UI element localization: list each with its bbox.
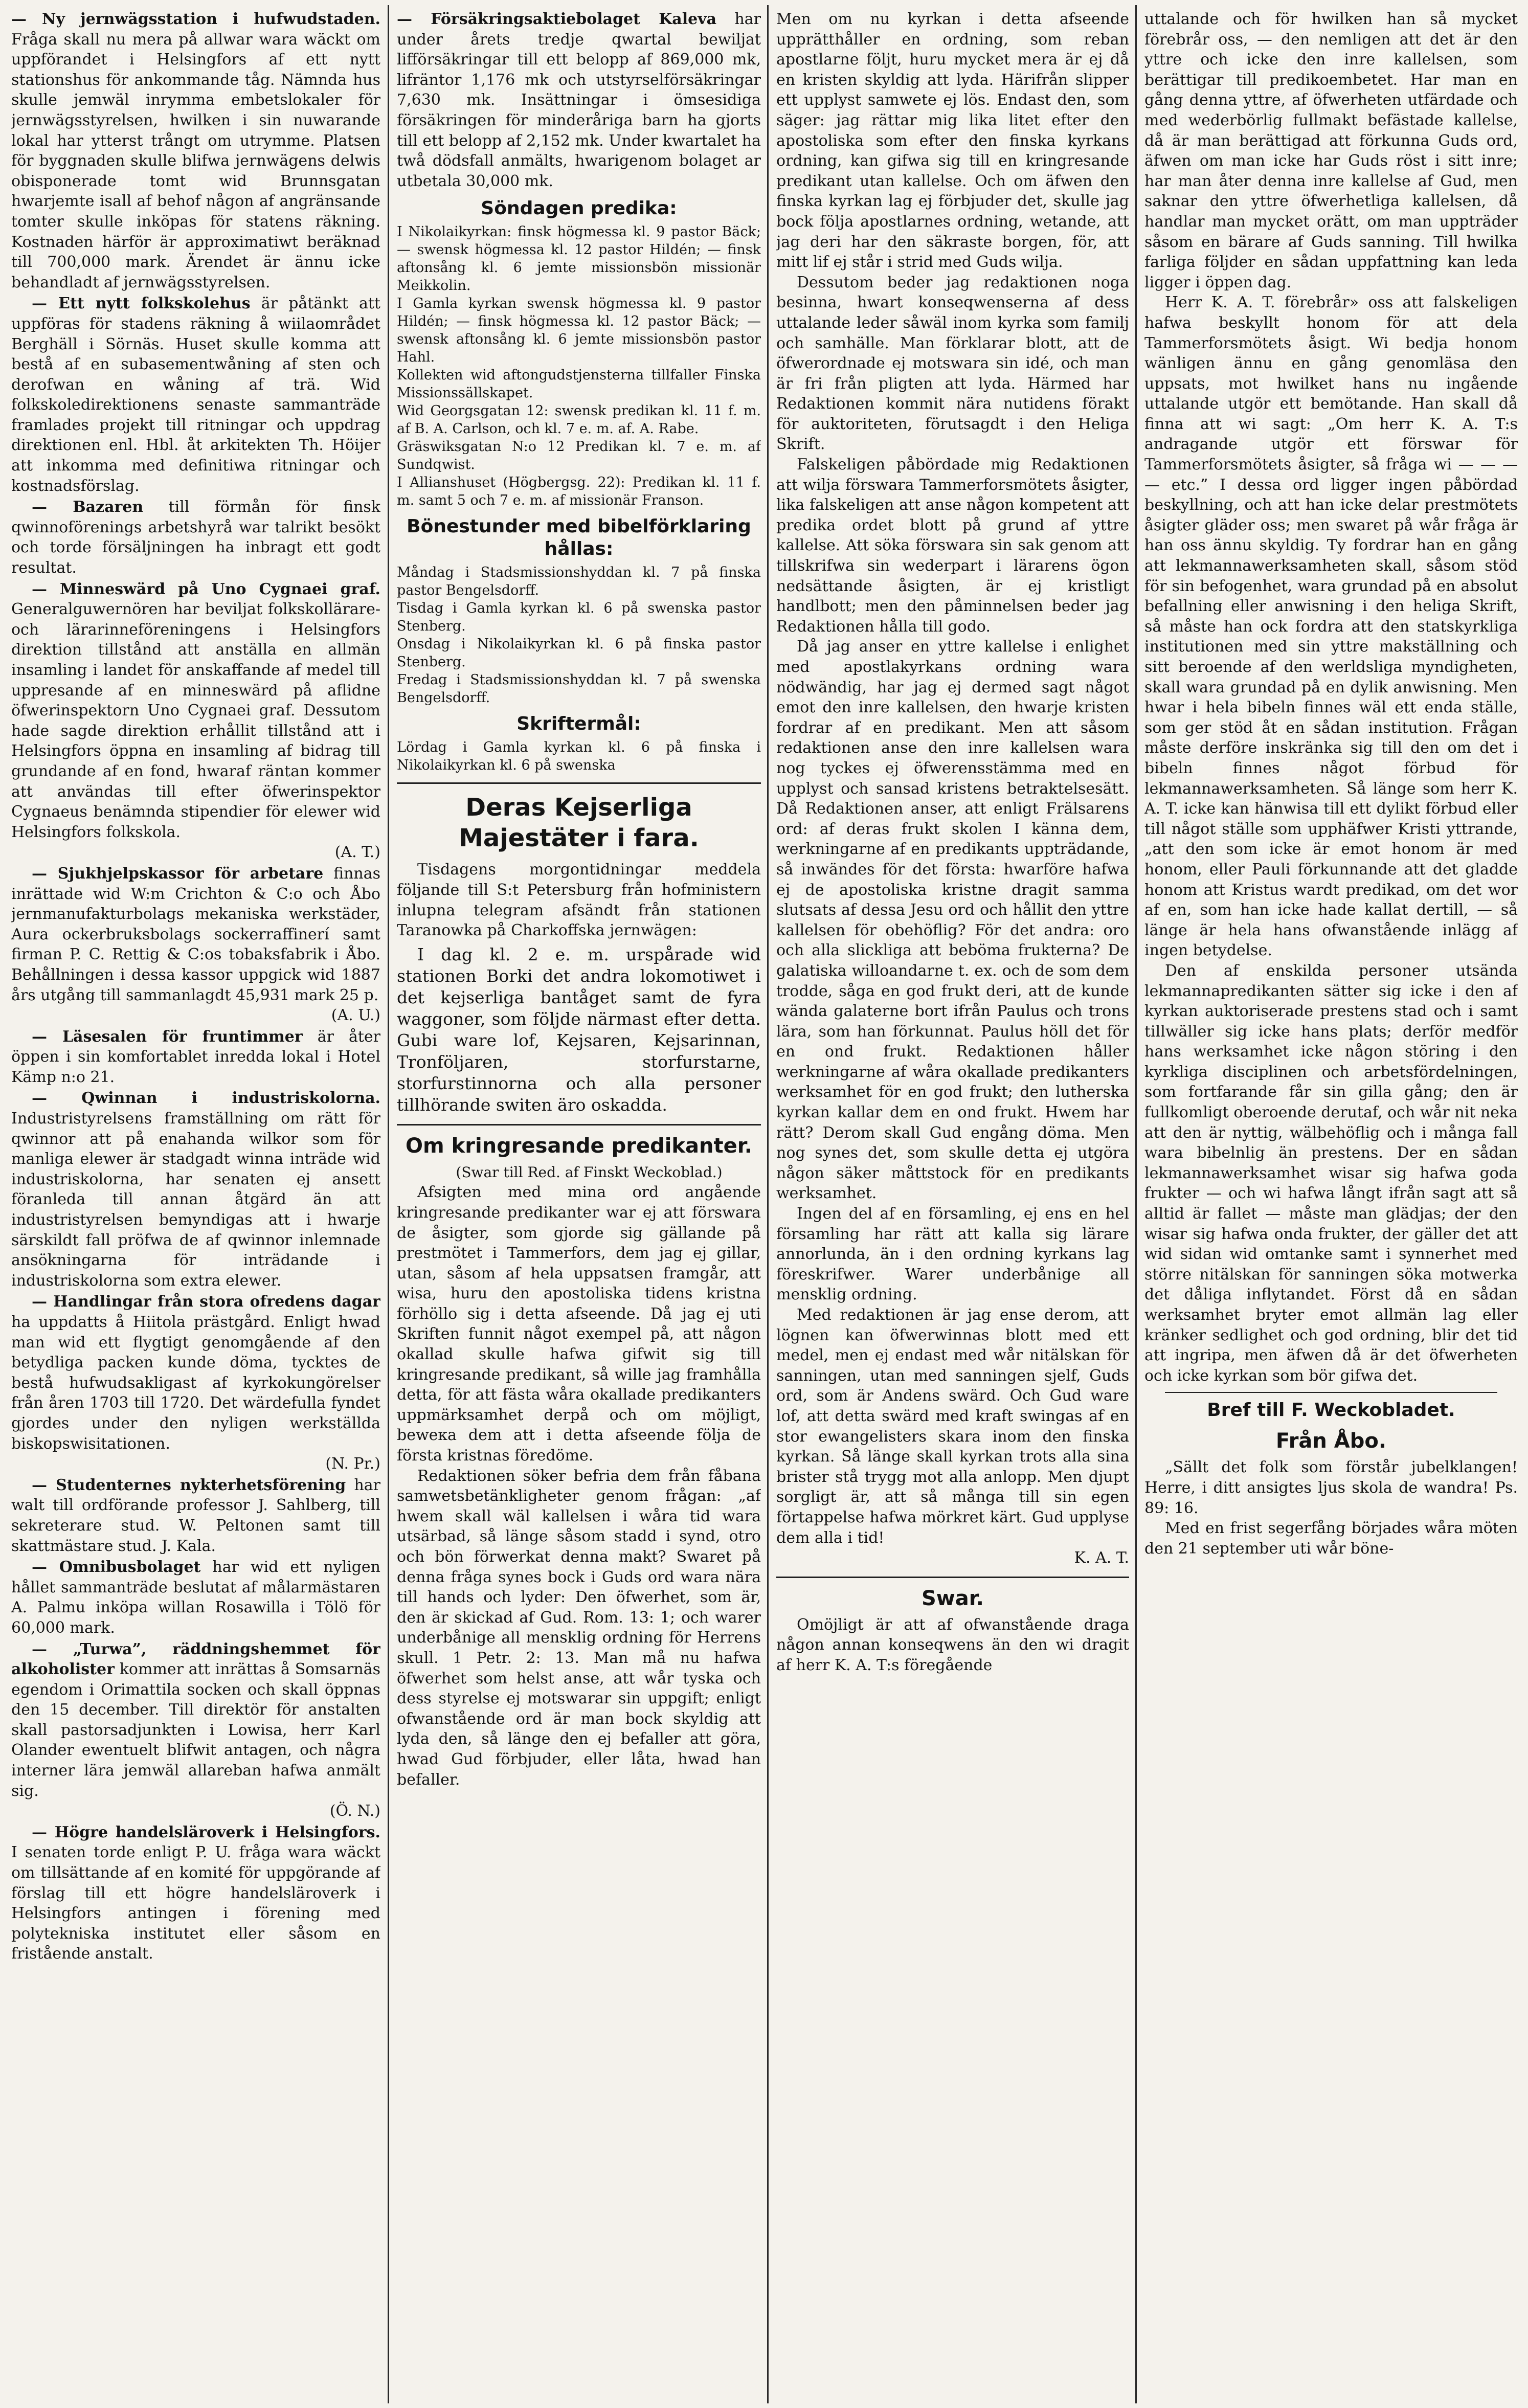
sermon-entry: Wid Georgsgatan 12: swensk predikan kl. 11 f. m. af B. A. Carlson, och kl. 7 e. m. af. A. Rabe. [397, 403, 761, 437]
news-item: — „Turwa”, räddningshemmet för alkoholister kommer att inrättas å Somsarnäs egendom i Orimattila socken och skall öppnas den 15 december. Till direktör för anstalten skall pastorsadjunkten i Lowisa, herr Karl Olander ewentuelt blifwit antagen, och några interner lära jemwäl allareban hafwa anmält sig. (Ö. N.) [11, 1640, 380, 1820]
article-paragraph: Men om nu kyrkan i detta afseende upprätthåller en ordning, som reban apostlarne följt, huru mycket mera är ej då en kristen skyldig att lyda. Härifrån slipper ett upplyst samwete ej lös. Endast den, som säger: jag rättar mig lika litet efter den apostoliska som efter den finska kyrkans ordning, kan gifwa sig till en kringresande predikant utan kallelse. Och om äfwen den finska kyrkan lag ej förbjuder det, skulle jag bock följa apostlarnes ordning, wetande, att jag deri har den säkraste borgen, för, att mitt lif ej står i strid med Guds wilja. [776, 10, 1129, 272]
article-note: (Swar till Red. af Finskt Weckoblad.) [456, 1163, 723, 1181]
column-rule [767, 5, 769, 2403]
article-paragraph: uttalande och för hwilken han så mycket förebrår oss, — den nemligen att det är den yttre och icke den inre kallelsen, som berättigar till predikoembetet. Har man en gång denna yttre, af öfwerheten utfärdade och med wederbörlig fullmakt befästade kallelse, då är man berättigad att förkunna Guds ord, äfwen om man icke har Guds röst i sitt inre; har man åter denna inre kallelse af Gud, men saknar den yttre öfwerhetliga kallelsen, då handlar man mycket orätt, om man uppträder såsom en bärare af Guds sanning. Till hwilka farliga följder en sådan uppfattning kan leda ligger i öppen dag. [1144, 10, 1518, 291]
news-item: — Minneswärd på Uno Cygnaei graf. Generalguwernören har beviljat folkskollärare- och lärarinneföreningens i Helsingfors direktion tillstånd att anställa en allmän insamling i landet för anskaffande af medel till uppresande af en minneswärd på aflidne öfwerinspektorn Uno Cygnaei graf. Dessutom hade sagde direktion erhållit tillstånd att i Helsingfors öppna en insamling af bidrag till grundande af en fond, hwaraf räntan kommer att användas till efter öfwerinspektor Cygnaeus benämnda stipendier för elewer wid Helsingfors folkskola. (A. T.) [11, 580, 380, 862]
article-paragraph: Redaktionen söker befria dem från fåbana samwetsbetänkligheter genom frågan: „af hwem skall wäl kallelsen i wåra tid wara utsärbad, så länge såsom stadd i synd, otro och bön förwerkat denna makt? Swaret på denna fråga synes bock i Guds ord wara nära till hands och lyder: Den öfwerhet, som är, den är skickad af Gud. Rom. 13: 1; och warer underbånige all mensklig ordning för Herrens skull. 1 Petr. 2: 13. Man må nu hafwa öfwerhet som helst anse, att wår tyska och dess styrelse ej motswarar sin uppgift; enligt ofwanstående ord är man bock skyldig att lyda den, så länge den ej befaller att göra, hwad Gud förbjuder, eller låta, hwad han befaller. [397, 1467, 761, 1789]
article-paragraph: Dessutom beder jag redaktionen noga besinna, hwart konseqwenserna af dess uttalande leder såwäl inom kyrka som familj och samhälle. Man förklarar blott, att de öfwerordnade ej motswara sin idé, och man är fri från pligten att lyda. Härmed har Redaktionen kommit nära nutidens förakt för auktoriteten, förutsagdt i den Heliga Skrift. [776, 273, 1129, 454]
prayer-entry: Fredag i Stadsmissionshyddan kl. 7 på swenska Bengelsdorff. [397, 672, 761, 706]
article-paragraph: „Sällt det folk som förstår jubelklangen! Herre, i ditt ansigtes ljus skola de wandra! Ps. 89: 16. [1144, 1458, 1518, 1517]
news-item: — Läsesalen för fruntimmer är åter öppen i sin komfortablet inredda lokal i Hotel Kämp n:o 21. [11, 1027, 380, 1086]
news-item: — Sjukhjelpskassor för arbetare finnas inrättade wid W:m Crichton & C:o och Åbo jernmanufakturbolags mekaniska werkstäder, Aura ockerbruksbolags sockerraffinerí samt firman P. C. Rettig & C:os tobaksfabrik i Åbo. Behållningen i dessa kassor uppgick wid 1887 års utgång till sammanlagdt 45,931 mark 25 p. (A. U.) [11, 864, 380, 1025]
prayer-entry: Onsdag i Nikolaikyrkan kl. 6 på finska pastor Stenberg. [397, 636, 761, 670]
news-item: — Omnibusbolaget har wid ett nyligen hållet sammanträde beslutat af målarmästaren A. Palmu inköpa willan Rosawilla i Tölö för 60,000 mark. [11, 1558, 380, 1637]
article-title: Om kringresande predikanter. [406, 1134, 752, 1158]
divider [397, 1124, 761, 1126]
column-4 [1144, 9, 1518, 2397]
article-paragraph: Ingen del af en församling, ej ens en hel församling har rätt att kalla sig lärare annorlunda, än i den ordning kyrkans lag föreskrifwer. Warer underbånige all mensklig ordning. [776, 1205, 1129, 1304]
article-paragraph: Herr K. A. T. förebrår» oss att falskeligen hafwa beskyllt honom för att dela Tammerforsmötets åsigt. Wi bedja honom wänligen ännu en gång genomläsa den uppsats, mot hwilket hans nu ingående uttalande utgör ett bemötande. Han skall då finna att wi sagt: „Om herr K. A. T:s andragande utgör ett förswar för Tammerforsmötets åsigter, så fråga wi — — — — etc.” I dessa ord ligger ingen påbördad beskyllning, och att han icke delar prestmötets åsigter gläder oss; men swaret på wår fråga är han oss ännu skyldig. Ty fordrar han en gång att lekmannawerksamheten skall, såsom stöd för sin befogenhet, wara grundad på en absolut befallning eller anwisning i den heliga Skrift, så måste han ock fordra att den statskyrkliga institutionen med sin yttre makställning och sitt beroende af den werldsliga myndigheten, skall wara grundad på en dylik anwisning. Men hwar i hela bibeln finnes wäl ett enda ställe, som ger stöd åt en sådan institution. Frågan måste derföre inskränka sig till den om det i bibeln finnes något förbud för lekmannawerksamheten. Så länge som herr K. A. T. icke kan hänwisa till ett dylikt förbud eller till något ställe som upphäfwer Kristi yttrande, „att den som icke är emot honom är med honom, eller Pauli förkunnande att det gladde honom att Kristus wardt predikad, om det wor af en, som han icke hade kallat dertill, — så länge är hela hans ofwanstående inlägg af ingen betydelse. [1144, 294, 1518, 960]
letter-subheading: Från Åbo. [1275, 1429, 1387, 1453]
divider [1165, 1392, 1497, 1393]
sermon-entry: I Gamla kyrkan swensk högmessa kl. 9 pastor Hildén; — finsk högmessa kl. 12 pastor Bäck; — swensk aftonsång kl. 6 jemte missionsbön pastor Hahl. [397, 296, 761, 366]
prayer-entry: Måndag i Stadsmissionshyddan kl. 7 på finska pastor Bengelsdorff. [397, 565, 761, 599]
news-item: — Handlingar från stora ofredens dagar ha uppdatts å Hiitola prästgård. Enligt hwad man wid ett flygtigt genomgående af den betydliga packen kunde döma, tycktes de bestå hufwudsakligast af kyrkokungörelser från åren 1703 till 1720. Det wärdefulla fyndet gjordes under den nyligen werkställda biskopswisitationen. (N. Pr.) [11, 1293, 380, 1473]
divider [776, 1577, 1129, 1578]
article-paragraph: Med redaktionen är jag ense derom, att lögnen kan öfwerwinnas blott med ett medel, men ej endast med wår nitälskan för sanningen, utan med sanningen sjelf, Guds ord, som är Andens swärd. Och Gud ware lof, att detta swärd med kraft swingas af en stor ewangelisters skara inom den finska kyrkan. Så länge skall kyrkan trots alla sina brister stå trygg mot alla anlopp. Men djupt sorgligt är, att så många till sin egen förtappelse hafwa mörkret kärt. Gud upplyse dem alla i tid! [776, 1306, 1129, 1547]
divider [397, 782, 761, 784]
letter-heading: Bref till F. Weckobladet. [1207, 1400, 1455, 1421]
news-item: — Försäkringsaktiebolaget Kaleva har under årets tredje qwartal bewiljat lifförsäkringar till ett belopp af 869,000 mk, lifräntor 1,176 mk och utstyrselförsäkringar 7,630 mk. Insättningar i ömsesidiga försäkringen för minderåriga barn ha gjorts till ett belopp af 2,152 mk. Under kwartalet ha twå dödsfall anmälts, hwarigenom bolaget ar utbetala 30,000 mk. [397, 10, 761, 190]
article-paragraph: Falskeligen påbördade mig Redaktionen att wilja förswara Tammerforsmötets åsigter, lika falskeligen att anse någon kompetent att predika ordet blott på grund af yttre kallelse. Att söka förswara sin sak genom att tillskrifwa sin wederpart i lärarens ögon nedsättande åsigten, är ej kristligt handlbott; men den påminnelsen beder jag Redaktionen hålla till godo. [776, 456, 1129, 636]
article-title: Deras Kejserliga Majestäter i fara. [459, 793, 699, 853]
sermon-entry: I Nikolaikyrkan: finsk högmessa kl. 9 pastor Bäck; — swensk högmessa kl. 12 pastor Hildén; — finsk aftonsång kl. 6 jemte missionsbön missionär Meikkolin. [397, 224, 761, 294]
article-paragraph: Då jag anser en yttre kallelse i enlighet med apostlakyrkans ordning wara nödwändig, har jag ej dermed sagt något emot den inre kallelsen, den hwarje kristen fordrar af en predikant. Men att såsom redaktionen anse den inre kallelsen wara nog tyckes ej öfwerensstämma med en upplyst och sansad kristens betraktelsesätt. Då Redaktionen anser, att enligt Frälsarens ord: af deras frukt skolen I känna dem, werkningarne af en predikants uppträdande, så inwändes för det första: hwarföre hafwa ej de apostoliska kristne dragit samma slutsats af dessa Jesu ord och hållit den yttre kallelsen för obehöflig? För det andra: oro och alla slickliga att beböma frukterna? De galatiska willoandarne t. ex. och de som dem trodde, såga en god frukt deri, att de kunde wända galaterne bort ifrån Paulus och trons lära, som han förkunnat. Paulus höll det för en ond frukt. Redaktionen håller werkningarne af wåra okallade predikanters werksamhet för en god frukt; den lutherska kyrkan kallar dem en ond frukt. Hwem har rätt? Derom skall Gud engång döma. Men nog synes det, som skulle detta ej utgöra någon säker måttstock för en predikants werksamhet. [776, 638, 1129, 1203]
news-item: — Studenternes nykterhetsförening har walt till ordförande professor J. Sahlberg, till sekreterare stud. W. Peltonen samt till skattmästare stud. J. Kala. [11, 1476, 380, 1555]
article-paragraph: Med en frist segerfång börjades wåra möten den 21 september uti wår böne- [1144, 1519, 1518, 1558]
news-item: — Ett nytt folkskolehus är påtänkt att uppföras för stadens räkning å wiilaområdet Berghäll i Sörnäs. Huset skulle komma att bestå af en subasementwåning af sten och derofwan en wåning af trä. Wid folkskoledirektionens senaste sammanträde framlades projekt till ritningar och uppdrag direktionen enl. Hbl. åt arkitekten Th. Höijer att inkomma med definitiwa ritningar och kostnadsförslag. [11, 295, 380, 495]
sermon-entry: I Allianshuset (Högbergsg. 22): Predikan kl. 11 f. m. samt 5 och 7 e. m. af missionär Franson. [397, 475, 761, 509]
article-paragraph: Afsigten med mina ord angående kringresande predikanter war ej att förswara de åsigter, som gjorde sig gällande på prestmötet i Tammerfors, dem jag ej gillar, utan, såsom af hela uppsatsen framgår, att wisa, huru den apostoliska tidens kristna förhöllo sig i detta afseende. Då jag ej uti Skriften funnit något exempel på, att någon okallad skulle hafwa gifwit sig till kringresande predikant, så wille jag framhålla detta, för att fästa wåra okallade predikanters uppmärksamhet derpå och om möjligt, bewека dem att i detta afseende följa de första kristnas föredöme. [397, 1183, 761, 1465]
article-title: Swar. [922, 1586, 984, 1610]
news-item: — Ny jernwägsstation i hufwudstaden. Fråga skall nu mera på allwar wara wäckt om uppförandet i Helsingfors af ett nytt stationshus för ankommande tåg. Nämnda hus skulle jemwäl inrymma embetslokaler för jernwägsstyrelsen, hwilken i sin nuwarande lokal har ytterst trångt om utrymme. Platsen för byggnaden skulle blifwa jernwägens delwis obisponerade tomt wid Brunnsgatan hwarjemte isall af behof någon af angränsande tomter skulle inköpas för statens räkning. Kostnaden härför är approximatiwt beräknad till 700,000 mark. Ärendet är ännu icke behandladt af jernwägsstyrelsen. [11, 10, 380, 291]
column-rule [1135, 5, 1137, 2403]
telegram-quote: I dag kl. 2 e. m. urspårade wid stationen Borki det andra lokomotiwet i det kejserliga bantåget samt de fyra waggoner, som följde närmast efter detta. Gubi ware lof, Kejsaren, Kejsarinnan, Tronföljaren, storfurstarne, storfurstinnorna och alla personer tillhörande switen äro oskadda. [397, 944, 761, 1115]
confession-heading: Skriftermål: [516, 713, 641, 735]
prayer-entry: Tisdag i Gamla kyrkan kl. 6 på swenska pastor Stenberg. [397, 600, 761, 635]
news-item: — Qwinnan i industriskolorna. Industristyrelsens framställning om rätt för qwinnor att på enahanda wilkor som för manliga elewer är stadgadt winna inträde wid industriskolorna, har senaten ej ansett föranleda till annan åtgärd än att industristyrelsen bemyndigas att i hwarje särskildt fall pröfwa de af qwinnor inlemnade ansökningarna för inträdande i industriskolorna som extra elewer. [11, 1089, 380, 1290]
column-1 [11, 9, 380, 2397]
confession-entry: Lördag i Gamla kyrkan kl. 6 på finska i Nikolaikyrkan kl. 6 på swenska [397, 739, 761, 774]
column-2 [397, 9, 761, 2397]
sermon-list [397, 223, 761, 509]
sermon-heading: Söndagen predika: [481, 198, 677, 219]
prayer-heading: Bönestunder med bibelförklaring hållas: [407, 516, 751, 560]
sermon-entry: Gräswiksgatan N:o 12 Predikan kl. 7 e. m. af Sundqwist. [397, 439, 761, 473]
article-paragraph: Den af enskilda personer utsända lekmannapredikanten sätter sig icke i den af kyrkan auktoriserade prestens stad och i samt tillwäller sig icke hans plats; derför medför hans werksamhet icke någon störing i den kyrkliga disciplinen och arbetsfördelningen, som fortfarande får sin gilla gång; den är fullkomligt oberoende derutaf, och wår nit neka att den är nyttig, wälbehöflig och i många fall wara bibelnlig än prestens. Der en sådan lekmannawerksamhet wisar sig hafwa goda frukter — och wi hafwa långt ifrån sagt att så alltid är fallet — måste man glädjas; der den wisar sig hafwa onda frukter, der gäller det att wid sidan wid omtanke samt i synnerhet med större nitälskan för sanningen söka motwerka det dåliga inflytandet. Först då en sådan werksamhet bryter emot allmän lag eller kränker sedlighet och god ordning, blir det tid att ingripa, men äfwen då är det öfwerheten och icke kyrkan som bör gifwa det. [1144, 961, 1518, 1385]
article-paragraph: Omöjligt är att af ofwanstående draga någon annan konseqwens än den wi dragit af herr K. A. T:s föregående [776, 1615, 1129, 1674]
article-intro: Tisdagens morgontidningar meddela följande till S:t Petersburg från hofministern inlupna telegram afsändt från stationen Taranowka på Charkoffska jernwägen: [397, 861, 761, 940]
prayer-list [397, 564, 761, 707]
sermon-entry: Kollekten wid aftongudstjensterna tillfaller Finska Missionssällskapet. [397, 367, 761, 401]
column-rule [388, 5, 389, 2403]
news-item: — Högre handelsläroverk i Helsingfors. I senaten torde enligt P. U. fråga wara wäckt om tillsättande af en komité för uppgörande af förslag till ett högre handelsläroverk i Helsingfors antingen i förening med polytekniska institutet eller såsom en fristående anstalt. [11, 1823, 380, 1963]
column-3 [776, 9, 1129, 2397]
signature: K. A. T. [1074, 1549, 1129, 1567]
news-item: — Bazaren till förmån för finsk qwinnoförenings arbetshyrå war talrikt besökt och torde försäljningen ha inbragt ett godt resultat. [11, 498, 380, 577]
